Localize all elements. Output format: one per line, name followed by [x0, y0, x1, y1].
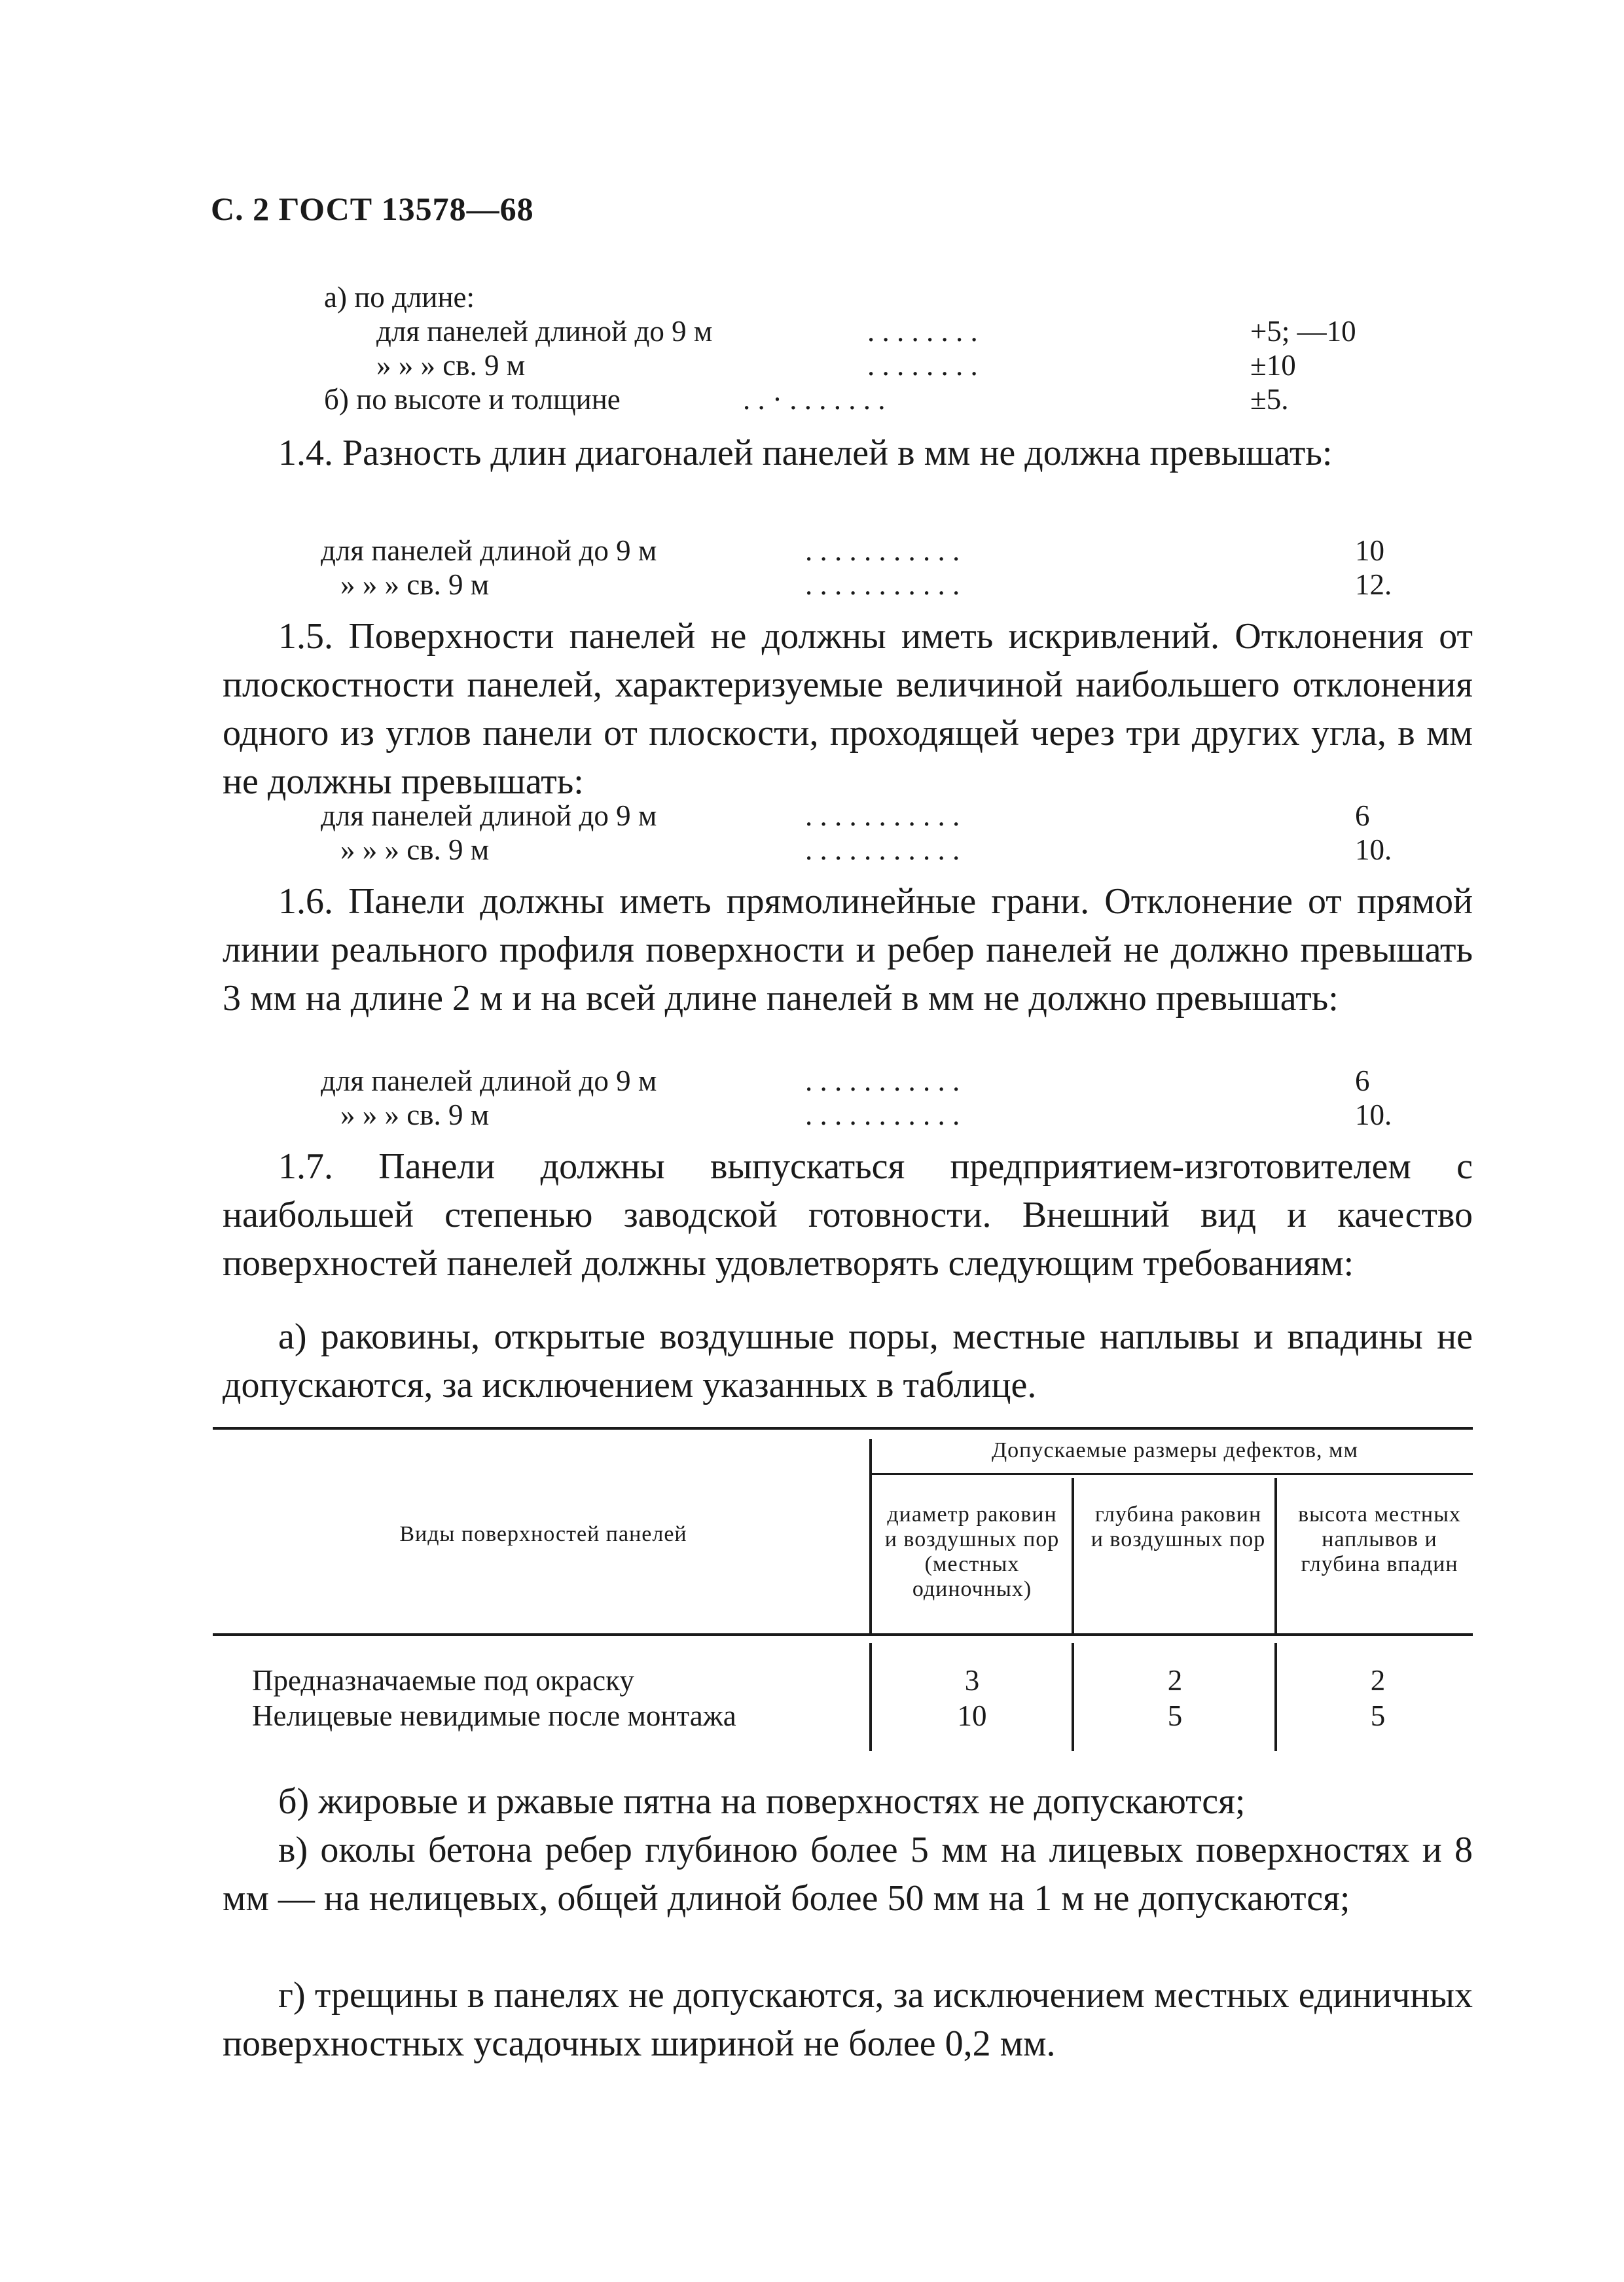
leader-dots: . . . . . . . . . . .: [805, 1098, 960, 1131]
list-label: » » » св. 9 м: [340, 833, 490, 866]
leader-dots: . . . . . . . . . . .: [805, 833, 960, 866]
table-row-kind: Предназначаемые под окраску: [252, 1664, 634, 1697]
list-value: ±10: [1250, 349, 1296, 382]
table-subheader: высота местных наплывов и глубина впадин: [1298, 1502, 1461, 1576]
item-b: б) жировые и ржавые пятна на поверхностях не допускаются;: [278, 1781, 1246, 1822]
list-value: 12.: [1355, 568, 1392, 601]
list-item: [324, 348, 1411, 382]
list-label: » » » св. 9 м: [340, 1098, 490, 1131]
table-cell: 3: [964, 1664, 980, 1697]
clause-1-6-text: 1.6. Панели должны иметь прямолинейные грани. Отклонение от прямой линии реального профиля поверхности и ребер панелей не должно превышать 3 мм на длине 2 м и на всей длине панелей в мм не должно превышать:: [223, 881, 1473, 1019]
list-value: ±5.: [1250, 383, 1289, 416]
table-divider: [1072, 1478, 1074, 1633]
list-value: 6: [1355, 1064, 1370, 1097]
table-cell: 2: [1167, 1664, 1183, 1697]
table-group-header: Допускаемые размеры дефектов, мм: [991, 1438, 1359, 1462]
table-cell: 2: [1370, 1664, 1386, 1697]
table-divider: [869, 1643, 872, 1751]
group-header-rule: [871, 1473, 1473, 1475]
list-label: для панелей длиной до 9 м: [376, 315, 713, 348]
clause-1-5-values: [321, 799, 1407, 867]
leader-dots: . . . . . . . . . . .: [805, 1064, 960, 1097]
clause-1-7-item-a: а) раковины, открытые воздушные поры, местные наплывы и впадины не допускаются, за исключением указанных в таблице.: [223, 1316, 1473, 1405]
list-item: [321, 799, 1407, 833]
table-row-kind: Нелицевые невидимые после монтажа: [252, 1699, 736, 1732]
header-bottom-rule: [213, 1633, 1473, 1636]
list-value: 10: [1355, 534, 1384, 567]
list-item: [321, 1098, 1407, 1132]
list-item: [321, 833, 1407, 867]
list-label: для панелей длиной до 9 м: [321, 534, 657, 567]
leader-dots: . . . . . . . . . . .: [805, 568, 960, 601]
table-header-main: Виды поверхностей панелей: [399, 1522, 687, 1546]
table-divider: [1072, 1643, 1074, 1751]
leader-dots: . . . . . . . . . . .: [805, 534, 960, 567]
clause-1-7-text: 1.7. Панели должны выпускаться предприятием-изготовителем с наибольшей степенью заводской готовности. Внешний вид и качество поверхностей панелей должны удовлетворять следующим требованиям:: [223, 1146, 1473, 1284]
table-subheader: глубина раковин и воздушных пор: [1091, 1502, 1266, 1551]
page-header: С. 2 ГОСТ 13578—68: [211, 190, 534, 227]
item-v: в) околы бетона ребер глубиною более 5 мм на лицевых поверхностях и 8 мм — на нелицевых, общей длиной более 50 мм на 1 м не допускаются;: [223, 1830, 1473, 1919]
list-label: а) по длине:: [324, 281, 475, 314]
clause-1-6-values: [321, 1064, 1407, 1132]
clause-1-5-text: 1.5. Поверхности панелей не должны иметь искривлений. Отклонения от плоскостности панелей, характеризуемые величиной наибольшего отклонения одного из углов панели от плоскости, проходящей через три других угла, в мм не должны превышать:: [223, 616, 1473, 802]
table-divider: [869, 1439, 872, 1633]
table-top-rule: [213, 1427, 1473, 1430]
list-item: [321, 534, 1407, 568]
table-subheader: диаметр раковин и воздушных пор (местных одиночных): [884, 1502, 1060, 1601]
list-item: [324, 280, 1411, 314]
leader-dots: . . · . . . . . . .: [743, 383, 886, 416]
list-value: +5; —10: [1250, 315, 1356, 348]
leader-dots: . . . . . . . . . . .: [805, 799, 960, 832]
leader-dots: . . . . . . . .: [867, 315, 978, 348]
list-item: [321, 1064, 1407, 1098]
table-cell: 5: [1370, 1699, 1386, 1732]
list-label: для панелей длиной до 9 м: [321, 1064, 657, 1097]
table-divider: [1274, 1478, 1277, 1633]
list-item: [324, 314, 1411, 348]
list-value: 6: [1355, 799, 1370, 832]
list-label: б) по высоте и толщине: [324, 383, 621, 416]
list-label: » » » св. 9 м: [376, 349, 526, 382]
table-cell: 5: [1167, 1699, 1183, 1732]
list-item: [324, 382, 1411, 416]
list-label: » » » св. 9 м: [340, 568, 490, 601]
leader-dots: . . . . . . . .: [867, 349, 978, 382]
clause-1-4-values: [321, 534, 1407, 602]
list-value: 10.: [1355, 833, 1392, 866]
list-item: [321, 568, 1407, 602]
list-label: для панелей длиной до 9 м: [321, 799, 657, 832]
item-g: г) трещины в панелях не допускаются, за исключением местных единичных поверхностных усадочных шириной не более 0,2 мм.: [223, 1975, 1473, 2064]
list-value: 10.: [1355, 1098, 1392, 1131]
table-divider: [1274, 1643, 1277, 1751]
tolerance-list: [324, 280, 1411, 416]
clause-1-4-text: 1.4. Разность длин диагоналей панелей в мм не должна превышать:: [278, 433, 1333, 473]
table-cell: 10: [957, 1699, 987, 1732]
